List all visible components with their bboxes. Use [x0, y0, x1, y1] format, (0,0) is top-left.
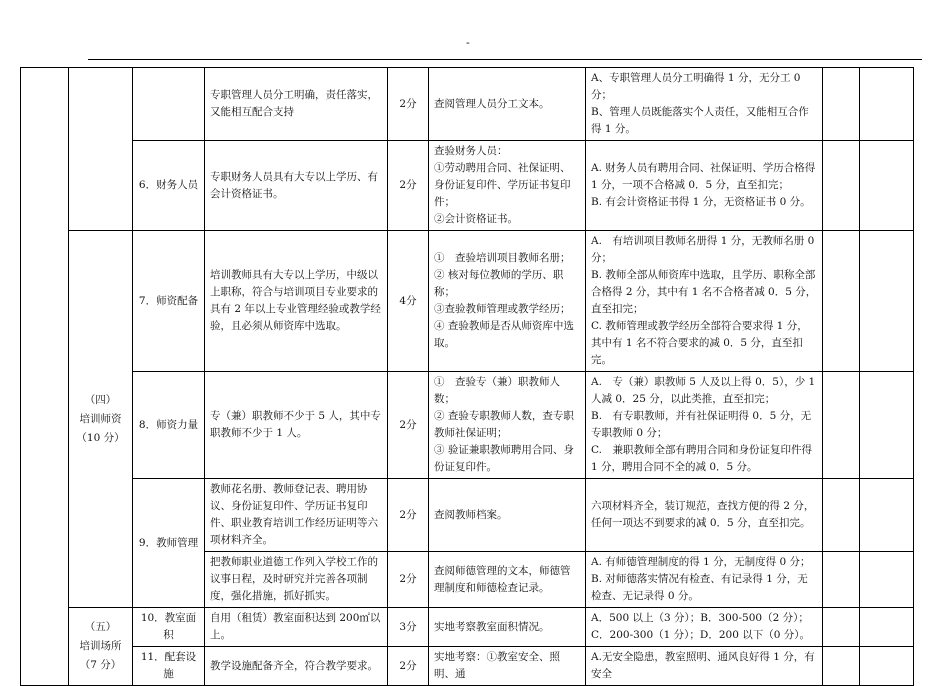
method-line: ③ 验证兼职教师聘用合同、身份证复印件。	[434, 444, 574, 473]
score-cell: 4分	[388, 231, 429, 372]
criteria-cell	[586, 141, 823, 231]
criteria-line: B、管理人员既能落实个人责任，又能相互合作得 1 分。	[591, 106, 809, 135]
standard-cell: 专职财务人员具有大专以上学历、有会计资格证书。	[205, 141, 388, 231]
score-cell: 2分	[388, 479, 429, 552]
blank-cell	[860, 647, 914, 686]
criteria-line: A．500 以上（3 分）；B．300-500（2 分）；	[591, 612, 809, 624]
standard-cell: 培训教师具有大专以上学历，中级以上职称，符合与培训项目专业要求的具有 2 年以上专业管理经验或教学经验，且必须从师资库中选取。	[205, 231, 388, 372]
standard-cell: 教师花名册、教师登记表、聘用协议、身份证复印件、学历证书复印件、职业教育培训工作经历证明等六项材料齐全。	[205, 479, 388, 552]
blank-cell	[21, 68, 69, 686]
blank-cell	[860, 608, 914, 647]
criteria-cell	[586, 479, 823, 552]
method-cell	[429, 231, 586, 372]
blank-cell	[823, 141, 860, 231]
blank-cell	[860, 479, 914, 552]
method-line: 查验财务人员：	[434, 145, 508, 157]
table-row	[21, 231, 914, 372]
method-line: ①劳动聘用合同、社保证明、身份证复印件、学历证书复印件；	[434, 162, 571, 208]
blank-cell	[823, 372, 860, 479]
criteria-cell	[586, 608, 823, 647]
method-line: ① 查验专（兼）职教师人数；	[434, 376, 560, 405]
category-cell	[69, 231, 133, 608]
item-cell: 7．师资配备	[133, 231, 205, 372]
blank-cell	[823, 231, 860, 372]
category-cell	[69, 68, 133, 231]
method-cell: 查阅管理人员分工文本。	[429, 68, 586, 141]
method-line: ① 查验培训项目教师名册；	[434, 252, 571, 264]
criteria-line: A. 专（兼）职教师 5 人及以上得 0．5），少 1 人减 0．25 分，以此类推，直至扣完；	[591, 376, 816, 405]
criteria-line: A. 有培训项目教师名册得 1 分，无教师名册 0 分；	[591, 235, 815, 264]
criteria-line: B. 有会计资格证书得 1 分，无资格证书 0 分。	[591, 196, 811, 208]
evaluation-table	[20, 67, 914, 686]
method-cell: 实地考察教室面积情况。	[429, 608, 586, 647]
method-line: ② 查验专职教师人数，查专职教师社保证明；	[434, 410, 574, 439]
blank-cell	[860, 68, 914, 141]
standard-cell: 专职管理人员分工明确，责任落实，又能相互配合支持	[205, 68, 388, 141]
criteria-line: C. 教师管理或教学经历全部符合要求得 1 分，其中有 1 名不符合要求的减 0．5 分，直至扣完。	[591, 320, 808, 366]
criteria-line: C．200-300（1 分）；D．200 以下（0 分）。	[591, 629, 810, 641]
criteria-cell	[586, 372, 823, 479]
criteria-line: A. 财务人员有聘用合同、社保证明、学历合格得 1 分，一项不合格减 0．5 分，直至扣完；	[591, 162, 816, 191]
header-mark: -	[466, 36, 470, 49]
category-label: （7 分）	[79, 659, 122, 671]
blank-cell	[860, 372, 914, 479]
criteria-line: A.无安全隐患，教室照明、通风良好得 1 分，有安全	[591, 651, 815, 680]
blank-cell	[823, 68, 860, 141]
category-label: （10 分）	[76, 431, 125, 444]
method-line: ②会计资格证书。	[434, 213, 518, 225]
header-rule	[88, 59, 922, 60]
item-cell: 6．财务人员	[133, 141, 205, 231]
blank-cell	[860, 552, 914, 608]
criteria-cell	[586, 68, 823, 141]
method-cell: 查阅师德管理的文本，师德管理制度和师德检查记录。	[429, 552, 586, 608]
standard-cell: 教学设施配备齐全，符合教学要求。	[205, 647, 388, 686]
table-row	[21, 479, 914, 552]
item-cell	[133, 68, 205, 141]
method-line: ④ 查验教师是否从师资库中选取。	[434, 320, 574, 349]
criteria-line: B. 有专职教师，并有社保证明得 0．5 分，无专职教师 0 分；	[591, 410, 812, 439]
item-cell: 9．教师管理	[133, 479, 205, 608]
category-label: 培训师资	[79, 412, 122, 425]
criteria-line: C. 兼职教师全部有聘用合同和身份证复印件得 1 分，聘用合同不全的减 0．5 分。	[591, 444, 812, 473]
criteria-cell	[586, 552, 823, 608]
score-cell: 2分	[388, 647, 429, 686]
blank-cell	[860, 231, 914, 372]
criteria-line: 六项材料齐全，装订规范，查找方便的得 2 分，任何一项达不到要求的减 0．5 分，直至扣完。	[591, 500, 815, 529]
blank-cell	[823, 647, 860, 686]
blank-cell	[823, 479, 860, 552]
criteria-cell	[586, 231, 823, 372]
table-row	[21, 68, 914, 141]
blank-cell	[823, 552, 860, 608]
category-label: 培训场所	[79, 640, 122, 652]
method-cell	[429, 372, 586, 479]
standard-cell: 专（兼）职教师不少于 5 人，其中专职教师不少于 1 人。	[205, 372, 388, 479]
score-cell: 2分	[388, 372, 429, 479]
criteria-line: B. 对师德落实情况有检查、有记录得 1 分，无检查、无记录得 0 分。	[591, 573, 808, 602]
blank-cell	[823, 608, 860, 647]
table-row	[21, 647, 914, 686]
method-cell: 查阅教师档案。	[429, 479, 586, 552]
item-cell: 11．配套设施	[133, 647, 205, 686]
score-cell: 2分	[388, 141, 429, 231]
criteria-line: B. 教师全部从师资库中选取，且学历、职称全部合格得 2 分，其中有 1 名不合格者减 0．5 分，直至扣完；	[591, 269, 817, 315]
category-label: （五）	[84, 621, 117, 633]
standard-cell: 把教师职业道德工作列入学校工作的议事日程，及时研究并完善各项制度，强化措施，抓好抓实。	[205, 552, 388, 608]
item-cell: 10．教室面积	[133, 608, 205, 647]
table-row	[21, 372, 914, 479]
method-cell	[429, 141, 586, 231]
method-line: ③查验教师管理或教学经历；	[434, 303, 571, 315]
method-cell: 实地考察：①教室安全、照明、通	[429, 647, 586, 686]
criteria-cell	[586, 647, 823, 686]
criteria-line: A. 有师德管理制度的得 1 分，无制度得 0 分；	[591, 556, 811, 568]
category-label: （四）	[84, 393, 117, 406]
criteria-line: A、专职管理人员分工明确得 1 分，无分工 0 分；	[591, 72, 801, 101]
score-cell: 2分	[388, 552, 429, 608]
table-row	[21, 608, 914, 647]
method-line: ② 核对每位教师的学历、职称；	[434, 269, 564, 298]
score-cell: 3分	[388, 608, 429, 647]
score-cell: 2分	[388, 68, 429, 141]
table-row	[21, 141, 914, 231]
item-cell: 8．师资力量	[133, 372, 205, 479]
blank-cell	[860, 141, 914, 231]
standard-cell: 自用（租赁）教室面积达到 200㎡以上。	[205, 608, 388, 647]
category-cell	[69, 608, 133, 686]
